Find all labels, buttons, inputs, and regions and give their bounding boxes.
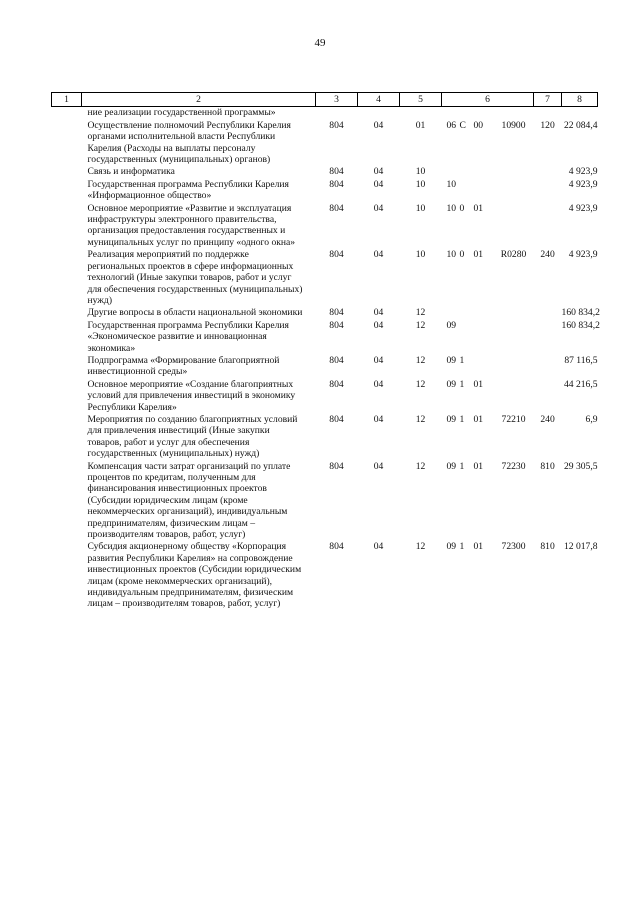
row-direction-code-cell: 72230 bbox=[501, 460, 526, 472]
row-amount-cell: 6,9 bbox=[585, 413, 598, 425]
row-section-cell: 04 bbox=[373, 166, 384, 178]
row-direction-code-cell bbox=[494, 166, 534, 178]
row-expense-type-cell bbox=[534, 355, 562, 379]
row-section-cell: 04 bbox=[373, 178, 384, 190]
row-index-cell bbox=[52, 120, 82, 167]
row-ministry-cell: 804 bbox=[329, 119, 344, 131]
row-program-code-cell bbox=[442, 107, 460, 120]
row-index-cell bbox=[52, 320, 82, 355]
row-subprogram-code-cell: 0 bbox=[459, 202, 465, 214]
row-subprogram-code-cell: 1 bbox=[459, 378, 465, 390]
row-event-code-cell: 01 bbox=[473, 249, 484, 261]
table-row bbox=[52, 355, 598, 379]
row-program-code-cell: 10 bbox=[446, 202, 457, 214]
row-amount-cell: 22 084,4 bbox=[563, 119, 598, 131]
row-program-code-cell: 10 bbox=[446, 178, 457, 190]
row-program-code-cell bbox=[442, 166, 460, 178]
column-header: 7 bbox=[534, 93, 562, 107]
column-header: 2 bbox=[82, 93, 316, 107]
row-subprogram-code-cell bbox=[460, 166, 474, 178]
row-event-code-cell bbox=[474, 107, 494, 120]
row-name-cell: Реализация мероприятий по поддержке региональных проектов в сфере информационных технологий (Иные закупки товаров, работ и услуг для обеспечения государственных (муниципальных) нужд) bbox=[87, 249, 303, 306]
row-ministry-cell: 804 bbox=[329, 460, 344, 472]
row-direction-code-cell bbox=[494, 179, 534, 203]
row-amount-cell: 4 923,9 bbox=[568, 166, 598, 178]
row-amount-cell: 4 923,9 bbox=[568, 178, 598, 190]
column-header: 4 bbox=[358, 93, 400, 107]
row-event-code-cell: 01 bbox=[473, 378, 484, 390]
row-name-cell: Государственная программа Республики Карелия «Информационное общество» bbox=[87, 178, 289, 202]
row-event-code-cell bbox=[474, 355, 494, 379]
row-subsection-cell: 12 bbox=[415, 354, 426, 366]
row-expense-type-cell bbox=[534, 107, 562, 120]
row-program-code-cell bbox=[442, 307, 460, 319]
row-subsection-cell: 12 bbox=[415, 378, 426, 390]
row-subprogram-code-cell bbox=[460, 320, 474, 355]
column-header: 5 bbox=[400, 93, 442, 107]
row-name-cell: Другие вопросы в области национальной экономики bbox=[87, 307, 303, 319]
row-event-code-cell bbox=[474, 166, 494, 178]
row-index-cell bbox=[52, 107, 82, 120]
row-direction-code-cell: 72210 bbox=[501, 413, 526, 425]
table-row bbox=[52, 203, 598, 250]
row-ministry-cell: 804 bbox=[329, 307, 344, 319]
row-index-cell bbox=[52, 179, 82, 203]
row-amount-cell bbox=[562, 107, 598, 120]
row-subsection-cell: 10 bbox=[415, 249, 426, 261]
row-subsection-cell: 12 bbox=[415, 413, 426, 425]
row-amount-cell: 44 216,5 bbox=[563, 378, 598, 390]
table-row bbox=[52, 120, 598, 167]
row-index-cell bbox=[52, 541, 82, 610]
row-section-cell: 04 bbox=[373, 413, 384, 425]
table-row bbox=[52, 541, 598, 610]
row-expense-type-cell bbox=[534, 320, 562, 355]
row-subsection-cell: 12 bbox=[415, 460, 426, 472]
table-row bbox=[52, 379, 598, 414]
column-header: 8 bbox=[562, 93, 598, 107]
row-subsection-cell bbox=[400, 107, 442, 120]
page-number: 49 bbox=[314, 37, 326, 49]
row-event-code-cell: 01 bbox=[473, 202, 484, 214]
row-amount-cell: 29 305,5 bbox=[563, 460, 598, 472]
row-section-cell: 04 bbox=[373, 319, 384, 331]
row-amount-cell: 4 923,9 bbox=[568, 249, 598, 261]
row-subprogram-code-cell bbox=[460, 179, 474, 203]
row-event-code-cell bbox=[474, 179, 494, 203]
row-subprogram-code-cell: 0 bbox=[459, 249, 465, 261]
row-subprogram-code-cell: С bbox=[459, 119, 466, 131]
row-program-code-cell: 09 bbox=[446, 541, 457, 553]
row-ministry-cell: 804 bbox=[329, 166, 344, 178]
table-row bbox=[52, 179, 598, 203]
column-header: 3 bbox=[316, 93, 358, 107]
row-section-cell bbox=[358, 107, 400, 120]
row-subsection-cell: 01 bbox=[415, 119, 426, 131]
row-expense-type-cell: 120 bbox=[540, 119, 555, 131]
table-body bbox=[52, 107, 598, 611]
row-program-code-cell: 10 bbox=[446, 249, 457, 261]
row-name-cell: Государственная программа Республики Карелия «Экономическое развитие и инновационная экономика» bbox=[87, 319, 289, 354]
row-section-cell: 04 bbox=[373, 378, 384, 390]
row-subprogram-code-cell: 1 bbox=[459, 460, 465, 472]
column-header: 1 bbox=[52, 93, 82, 107]
row-name-cell: ние реализации государственной программы» bbox=[87, 107, 276, 119]
table-row bbox=[52, 320, 598, 355]
row-section-cell: 04 bbox=[373, 354, 384, 366]
row-ministry-cell: 804 bbox=[329, 249, 344, 261]
row-expense-type-cell bbox=[534, 203, 562, 250]
row-expense-type-cell bbox=[534, 379, 562, 414]
row-ministry-cell: 804 bbox=[329, 354, 344, 366]
row-name-cell: Основное мероприятие «Развитие и эксплуатация инфраструктуры электронного правительства, организация предоставления государственных и муниципальных услуг по принципу «одного окна» bbox=[87, 202, 296, 248]
row-ministry-cell: 804 bbox=[329, 413, 344, 425]
row-subsection-cell: 10 bbox=[415, 202, 426, 214]
column-header: 6 bbox=[442, 93, 534, 107]
row-expense-type-cell bbox=[534, 307, 562, 319]
row-direction-code-cell bbox=[494, 307, 534, 319]
row-direction-code-cell bbox=[494, 107, 534, 120]
row-ministry-cell: 804 bbox=[329, 541, 344, 553]
row-direction-code-cell: R0280 bbox=[500, 249, 527, 261]
row-section-cell: 04 bbox=[373, 249, 384, 261]
row-program-code-cell: 09 bbox=[446, 413, 457, 425]
row-subprogram-code-cell bbox=[460, 307, 474, 319]
row-index-cell bbox=[52, 307, 82, 319]
table-header-row bbox=[52, 93, 598, 107]
row-expense-type-cell: 240 bbox=[540, 413, 555, 425]
row-expense-type-cell bbox=[534, 179, 562, 203]
row-subsection-cell: 12 bbox=[415, 541, 426, 553]
row-name-cell: Подпрограмма «Формирование благоприятной инвестиционной среды» bbox=[87, 354, 280, 378]
row-section-cell: 04 bbox=[373, 307, 384, 319]
row-subprogram-code-cell: 1 bbox=[459, 541, 465, 553]
row-direction-code-cell bbox=[494, 379, 534, 414]
row-direction-code-cell: 72300 bbox=[501, 541, 526, 553]
row-event-code-cell bbox=[474, 320, 494, 355]
row-amount-cell: 12 017,8 bbox=[563, 541, 598, 553]
row-expense-type-cell: 810 bbox=[540, 541, 555, 553]
row-program-code-cell: 09 bbox=[446, 319, 457, 331]
row-index-cell bbox=[52, 461, 82, 542]
row-ministry-cell: 804 bbox=[329, 202, 344, 214]
row-name-cell: Субсидия акционерному обществу «Корпорация развития Республики Карелия» на сопровождение инвестиционных проектов (Субсидии юридическим лицам (кроме некоммерческих организаций), индивидуальным предпринимателям, физическим лицам – производителям товаров, работ, услуг) bbox=[87, 541, 302, 610]
row-index-cell bbox=[52, 166, 82, 178]
row-section-cell: 04 bbox=[373, 541, 384, 553]
budget-table bbox=[51, 92, 598, 611]
row-name-cell: Осуществление полномочий Республики Карелия органами исполнительной власти Республики Карелия (Расходы на выплаты персоналу государственных (муниципальных) органов) bbox=[87, 119, 291, 166]
row-subprogram-code-cell bbox=[460, 107, 474, 120]
row-direction-code-cell bbox=[494, 355, 534, 379]
row-event-code-cell: 01 bbox=[473, 460, 484, 472]
row-subprogram-code-cell: 1 bbox=[459, 354, 465, 366]
row-subsection-cell: 12 bbox=[415, 319, 426, 331]
row-section-cell: 04 bbox=[373, 460, 384, 472]
row-subsection-cell: 10 bbox=[415, 178, 426, 190]
row-program-code-cell: 09 bbox=[446, 378, 457, 390]
row-amount-cell: 87 116,5 bbox=[564, 354, 598, 366]
table-row bbox=[52, 414, 598, 461]
row-event-code-cell bbox=[474, 307, 494, 319]
row-direction-code-cell: 10900 bbox=[501, 119, 526, 131]
table-row bbox=[52, 166, 598, 178]
row-name-cell: Мероприятия по созданию благоприятных условий для привлечения инвестиций (Иные закупки товаров, работ и услуг для обеспечения государственных (муниципальных) нужд) bbox=[87, 413, 298, 460]
row-direction-code-cell bbox=[494, 320, 534, 355]
row-event-code-cell: 01 bbox=[473, 541, 484, 553]
row-program-code-cell: 09 bbox=[446, 460, 457, 472]
row-index-cell bbox=[52, 249, 82, 307]
row-event-code-cell: 00 bbox=[473, 119, 484, 131]
row-name-cell: Основное мероприятие «Создание благоприятных условий для привлечения инвестиций в экономику Республики Карелия» bbox=[87, 378, 296, 413]
row-direction-code-cell bbox=[494, 203, 534, 250]
table-row bbox=[52, 107, 598, 120]
row-subsection-cell: 10 bbox=[415, 166, 426, 178]
row-ministry-cell bbox=[316, 107, 358, 120]
row-index-cell bbox=[52, 414, 82, 461]
row-event-code-cell: 01 bbox=[473, 413, 484, 425]
row-program-code-cell: 06 bbox=[446, 119, 457, 131]
row-ministry-cell: 804 bbox=[329, 319, 344, 331]
row-subsection-cell: 12 bbox=[415, 307, 426, 319]
row-ministry-cell: 804 bbox=[329, 178, 344, 190]
row-amount-cell: 160 834,2 bbox=[561, 307, 600, 319]
row-index-cell bbox=[52, 355, 82, 379]
row-index-cell bbox=[52, 379, 82, 414]
row-section-cell: 04 bbox=[373, 119, 384, 131]
row-name-cell: Связь и информатика bbox=[87, 166, 175, 178]
row-name-cell: Компенсация части затрат организаций по уплате процентов по кредитам, полученным для финансирования инвестиционных проектов (Субсидии юридическим лицам (кроме некоммерческих организаций), индивидуальным предпринимателям, физическим лицам – производителям товаров, работ, услуг) bbox=[87, 460, 291, 541]
row-expense-type-cell: 810 bbox=[540, 460, 555, 472]
row-amount-cell: 4 923,9 bbox=[568, 202, 598, 214]
row-expense-type-cell: 240 bbox=[540, 249, 555, 261]
row-program-code-cell: 09 bbox=[446, 354, 457, 366]
table-row bbox=[52, 307, 598, 319]
row-amount-cell: 160 834,2 bbox=[561, 319, 600, 331]
row-ministry-cell: 804 bbox=[329, 378, 344, 390]
row-subprogram-code-cell: 1 bbox=[459, 413, 465, 425]
row-section-cell: 04 bbox=[373, 202, 384, 214]
row-expense-type-cell bbox=[534, 166, 562, 178]
row-index-cell bbox=[52, 203, 82, 250]
table-row bbox=[52, 461, 598, 542]
table-row bbox=[52, 249, 598, 307]
